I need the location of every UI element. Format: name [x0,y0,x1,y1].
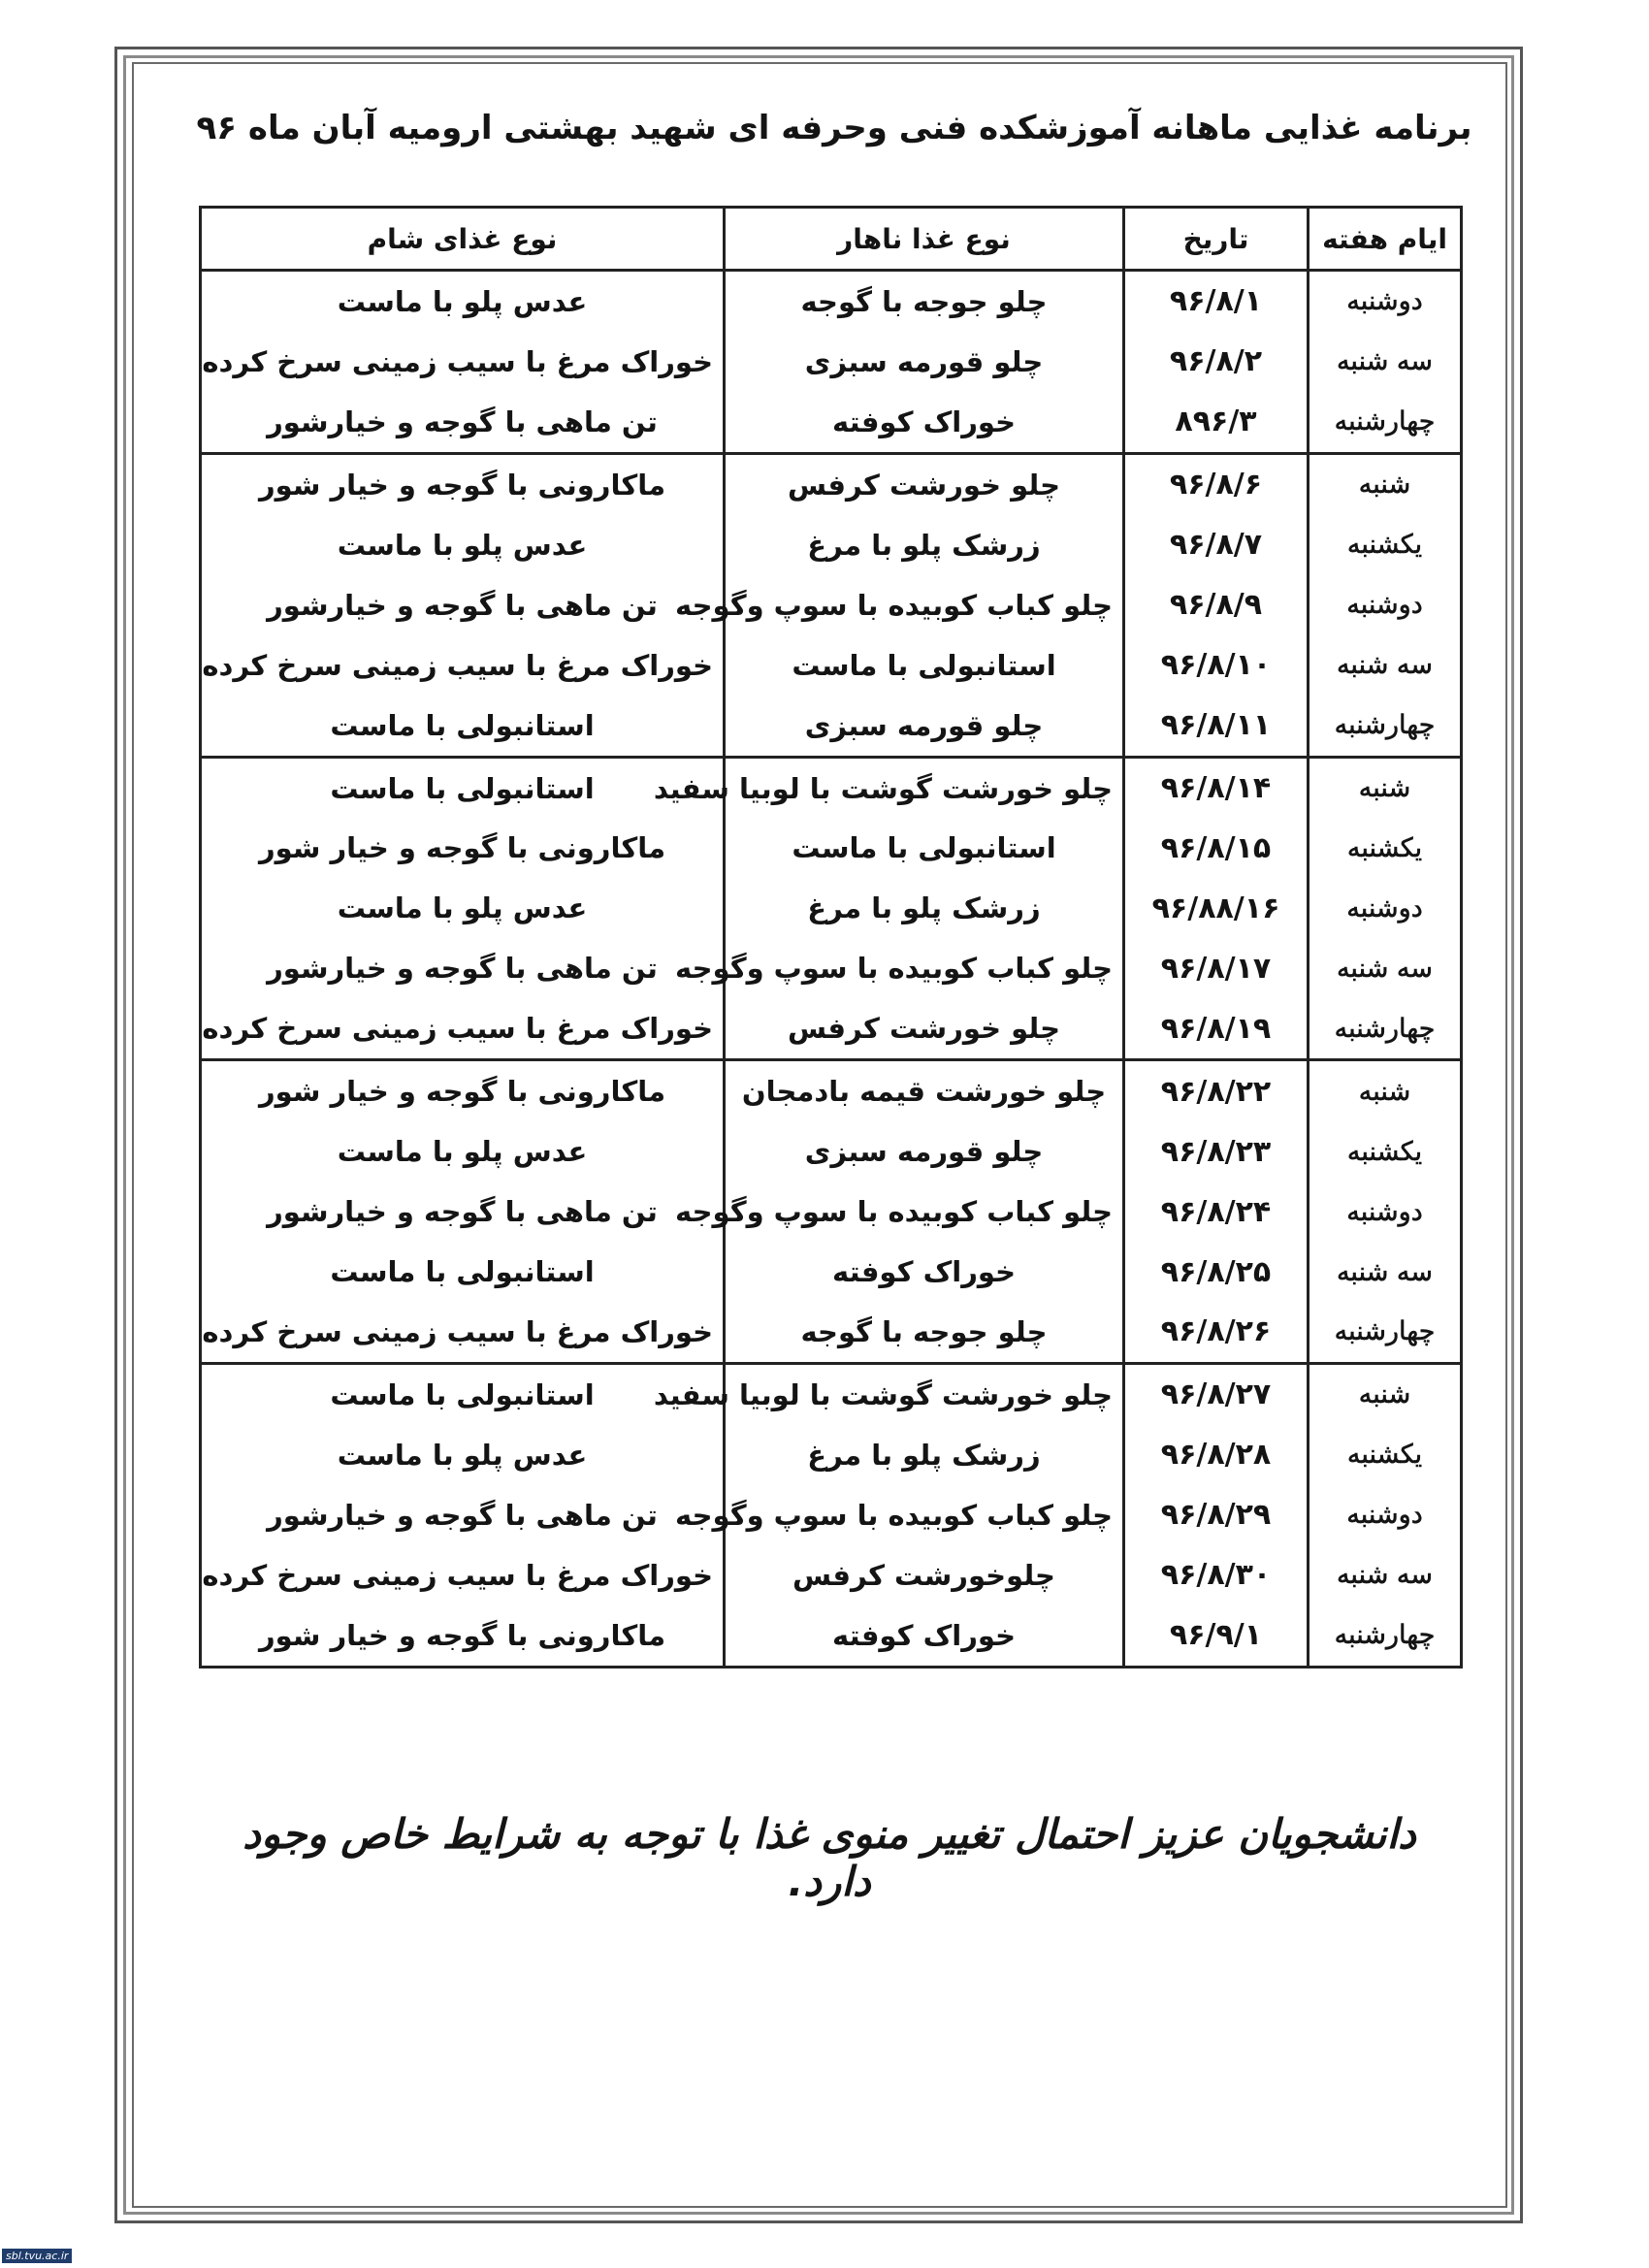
lunch-cell: زرشک پلو با مرغ [725,878,1124,938]
table-row [201,757,1462,818]
dinner-cell: عدس پلو با ماست [201,1121,725,1182]
table-row [201,1060,1462,1121]
table-row [201,878,1462,938]
day-cell: شنبه [1309,1363,1462,1424]
date-cell: ۹۶/۸/۳۰ [1124,1545,1309,1605]
date-cell: ۹۶/۸/۲۶ [1124,1302,1309,1363]
date-cell: ۹۶/۸/۹ [1124,575,1309,635]
menu-change-notice: دانشجویان عزیز احتمال تغییر منوی غذا با توجه به شرایط خاص وجود دارد. [242,1810,1416,1905]
lunch-cell: چلو کباب کوبیده با سوپ وگوجه [725,575,1124,635]
lunch-cell: زرشک پلو با مرغ [725,1425,1124,1485]
day-cell: سه شنبه [1309,332,1462,392]
lunch-cell: چلو جوجه با گوجه [725,1302,1124,1363]
table-row [201,1363,1462,1424]
day-cell: دوشنبه [1309,271,1462,332]
date-cell: ۹۶/۸/۲ [1124,332,1309,392]
date-cell: ۹۶/۸/۱۰ [1124,635,1309,696]
date-cell: ۹۶/۸/۱۹ [1124,998,1309,1059]
day-cell: یکشنبه [1309,819,1462,879]
lunch-cell: چلو خورشت کرفس [725,453,1124,514]
table-row [201,696,1462,757]
dinner-cell: تن ماهی با گوجه و خیارشور [201,575,725,635]
dinner-cell: ماکارونی با گوجه و خیار شور [201,819,725,879]
dinner-cell: استانبولی با ماست [201,696,725,757]
dinner-cell: ماکارونی با گوجه و خیار شور [201,453,725,514]
date-cell: ۹۶/۸/۲۲ [1124,1060,1309,1121]
date-cell: ۹۶/۸/۱۱ [1124,696,1309,757]
dinner-cell: ماکارونی با گوجه و خیار شور [201,1060,725,1121]
lunch-cell: چلو خورشت کرفس [725,998,1124,1059]
lunch-cell: زرشک پلو با مرغ [725,515,1124,575]
date-cell: ۹۶/۸/۲۵ [1124,1242,1309,1302]
lunch-cell: خوراک کوفته [725,1605,1124,1668]
day-cell: چهارشنبه [1309,392,1462,453]
dinner-cell: استانبولی با ماست [201,757,725,818]
day-cell: سه شنبه [1309,938,1462,998]
table-row [201,271,1462,332]
header-lunch: نوع غذا ناهار [725,208,1124,271]
dinner-cell: تن ماهی با گوجه و خیارشور [201,1182,725,1242]
dinner-cell: تن ماهی با گوجه و خیارشور [201,938,725,998]
table-row [201,332,1462,392]
day-cell: سه شنبه [1309,635,1462,696]
table-row [201,1605,1462,1668]
dinner-cell: عدس پلو با ماست [201,878,725,938]
day-cell: چهارشنبه [1309,998,1462,1059]
day-cell: یکشنبه [1309,1121,1462,1182]
day-cell: سه شنبه [1309,1545,1462,1605]
day-cell: یکشنبه [1309,1425,1462,1485]
date-cell: ۹۶/۸۸/۱۶ [1124,878,1309,938]
table-header-row [201,208,1462,271]
day-cell: شنبه [1309,757,1462,818]
lunch-cell: چلو قورمه سبزی [725,332,1124,392]
table-row [201,1302,1462,1363]
dinner-cell: تن ماهی با گوجه و خیارشور [201,392,725,453]
date-cell: ۸۹۶/۳ [1124,392,1309,453]
dinner-cell: خوراک مرغ با سیب زمینی سرخ کرده [201,1302,725,1363]
table-row [201,1545,1462,1605]
dinner-cell: خوراک مرغ با سیب زمینی سرخ کرده [201,332,725,392]
lunch-cell: استانبولی با ماست [725,819,1124,879]
date-cell: ۹۶/۸/۲۴ [1124,1182,1309,1242]
day-cell: شنبه [1309,453,1462,514]
dinner-cell: استانبولی با ماست [201,1363,725,1424]
table-body [201,271,1462,1668]
header-day: ایام هفته [1309,208,1462,271]
day-cell: چهارشنبه [1309,1302,1462,1363]
lunch-cell: چلوخورشت کرفس [725,1545,1124,1605]
table-row [201,998,1462,1059]
table-row [201,515,1462,575]
date-cell: ۹۶/۸/۱ [1124,271,1309,332]
site-tag: sbl.tvu.ac.ir [2,2249,72,2263]
date-cell: ۹۶/۸/۱۵ [1124,819,1309,879]
table-row [201,1121,1462,1182]
day-cell: دوشنبه [1309,575,1462,635]
day-cell: دوشنبه [1309,878,1462,938]
table-row [201,575,1462,635]
meal-schedule-table [199,206,1463,1669]
lunch-cell: چلو خورشت گوشت با لوبیا سفید [725,1363,1124,1424]
day-cell: چهارشنبه [1309,1605,1462,1668]
dinner-cell: استانبولی با ماست [201,1242,725,1302]
day-cell: یکشنبه [1309,515,1462,575]
date-cell: ۹۶/۸/۲۸ [1124,1425,1309,1485]
date-cell: ۹۶/۸/۲۳ [1124,1121,1309,1182]
lunch-cell: چلو کباب کوبیده با سوپ وگوجه [725,1485,1124,1545]
lunch-cell: چلو قورمه سبزی [725,696,1124,757]
lunch-cell: استانبولی با ماست [725,635,1124,696]
lunch-cell: خوراک کوفته [725,392,1124,453]
table-row [201,453,1462,514]
table-row [201,635,1462,696]
date-cell: ۹۶/۸/۱۷ [1124,938,1309,998]
table-row [201,1242,1462,1302]
dinner-cell: تن ماهی با گوجه و خیارشور [201,1485,725,1545]
lunch-cell: چلو جوجه با گوجه [725,271,1124,332]
table-row [201,1182,1462,1242]
lunch-cell: چلو خورشت قیمه بادمجان [725,1060,1124,1121]
day-cell: دوشنبه [1309,1485,1462,1545]
header-date: تاریخ [1124,208,1309,271]
table-row [201,938,1462,998]
lunch-cell: چلو قورمه سبزی [725,1121,1124,1182]
lunch-cell: چلو کباب کوبیده با سوپ وگوجه [725,938,1124,998]
dinner-cell: ماکارونی با گوجه و خیار شور [201,1605,725,1668]
day-cell: چهارشنبه [1309,696,1462,757]
table-row [201,392,1462,453]
date-cell: ۹۶/۹/۱ [1124,1605,1309,1668]
date-cell: ۹۶/۸/۲۷ [1124,1363,1309,1424]
table-row [201,1485,1462,1545]
day-cell: دوشنبه [1309,1182,1462,1242]
dinner-cell: عدس پلو با ماست [201,1425,725,1485]
lunch-cell: چلو کباب کوبیده با سوپ وگوجه [725,1182,1124,1242]
header-dinner: نوع غذای شام [201,208,725,271]
date-cell: ۹۶/۸/۲۹ [1124,1485,1309,1545]
lunch-cell: چلو خورشت گوشت با لوبیا سفید [725,757,1124,818]
table-row [201,1425,1462,1485]
dinner-cell: عدس پلو با ماست [201,515,725,575]
dinner-cell: خوراک مرغ با سیب زمینی سرخ کرده [201,635,725,696]
table-row [201,819,1462,879]
dinner-cell: خوراک مرغ با سیب زمینی سرخ کرده [201,1545,725,1605]
date-cell: ۹۶/۸/۶ [1124,453,1309,514]
day-cell: سه شنبه [1309,1242,1462,1302]
day-cell: شنبه [1309,1060,1462,1121]
lunch-cell: خوراک کوفته [725,1242,1124,1302]
dinner-cell: عدس پلو با ماست [201,271,725,332]
dinner-cell: خوراک مرغ با سیب زمینی سرخ کرده [201,998,725,1059]
date-cell: ۹۶/۸/۷ [1124,515,1309,575]
date-cell: ۹۶/۸/۱۴ [1124,757,1309,818]
page-title: برنامه غذایی ماهانه آموزشکده فنی وحرفه ای شهید بهشتی ارومیه آبان ماه ۹۶ [196,109,1472,147]
